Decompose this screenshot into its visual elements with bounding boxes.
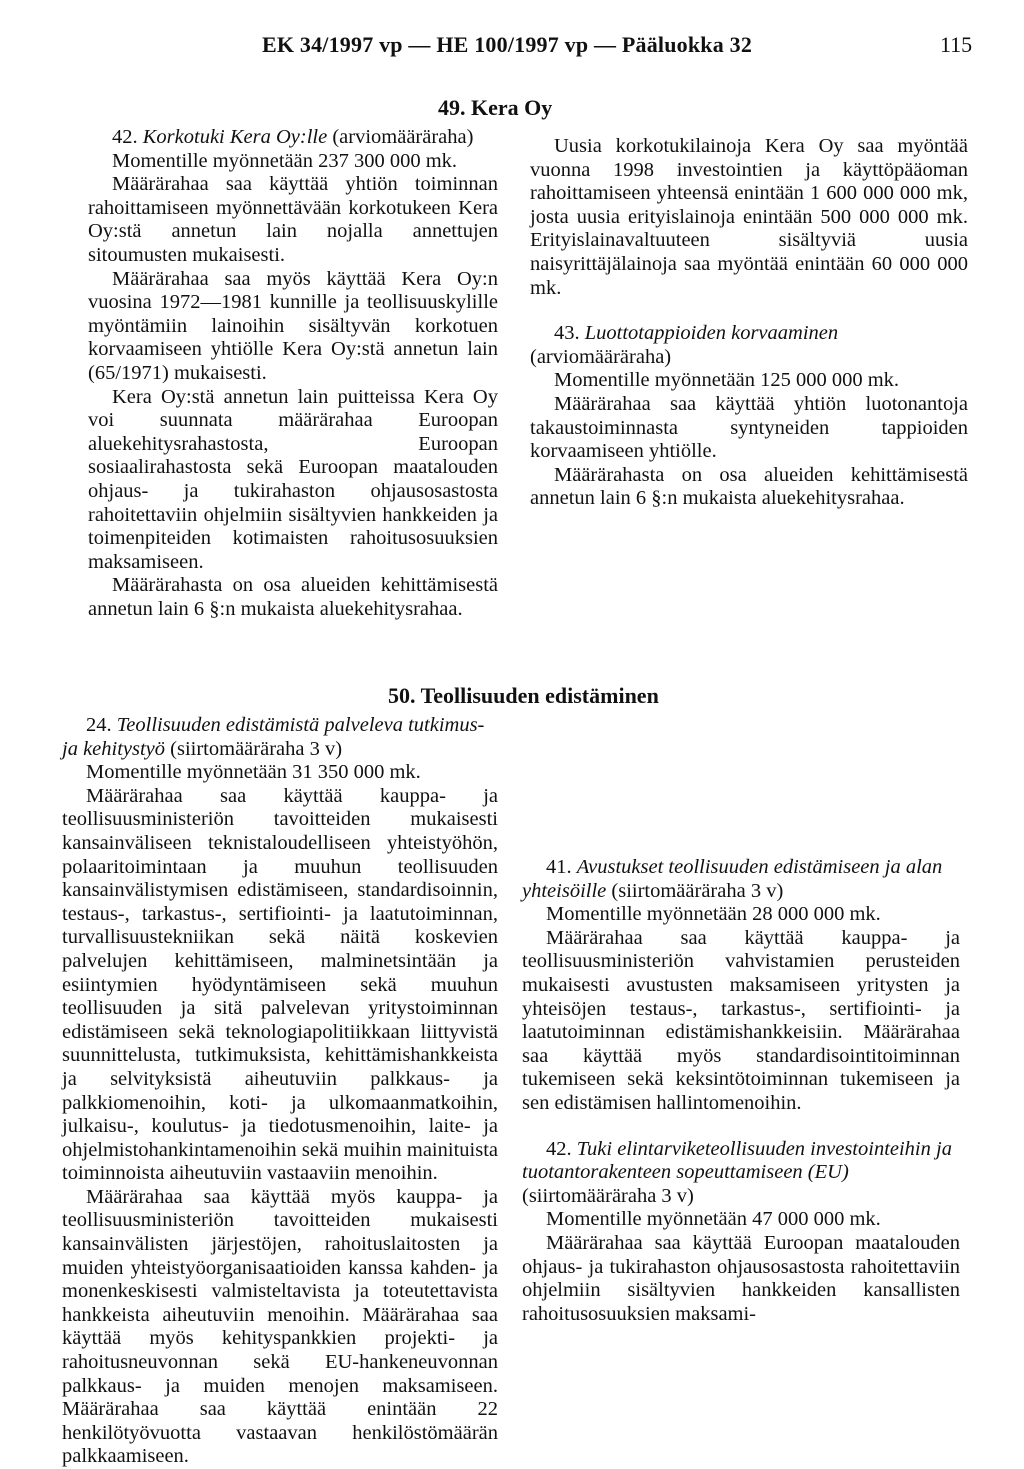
paragraph: Momentille myönnetään 31 350 000 mk. xyxy=(86,761,421,784)
paragraph: Momentille myönnetään 125 000 000 mk. xyxy=(554,369,900,392)
running-header xyxy=(0,32,1024,66)
item-24-heading xyxy=(62,714,498,761)
paragraph: Määrärahaa saa käyttää myös kauppa- ja teollisuusministeriön tavoitteiden mukaisesti kansainvälisten järjestöjen, rahoituslaitosten ja muiden yhteistyöorganisaatioiden kanssa kahden- ja monenkeskisesti valmisteltavista ja toteutettavista hankkeista aiheutuviin menoihin. Määrärahaa saa käyttää myös kehityspankkien projekti- ja rahoitusneuvonnan sekä EU-hankeneuvonnan palkkaus- ja muiden menojen maksamiseen. Määrärahaa saa käyttää enintään 22 henkilötyövuotta vastaavan henkilöstömäärän palkkaamiseen. xyxy=(62,1185,498,1468)
item-42-heading xyxy=(522,1138,960,1209)
item-41-heading xyxy=(522,856,960,903)
item-type: (arviomääräraha) xyxy=(530,345,672,368)
paragraph: Uusia korkotukilainoja Kera Oy saa myöntää vuonna 1998 investointien ja käyttöpääoman rahoittamiseen yhteensä enintään 1 600 000 000 mk, josta uusia erityislainoja enintään 500 000 000 mk. Erityislainavaltuuteen sisältyviä uusia naisyrittäjälainoja saa myöntää enintään 60 000 000 mk. xyxy=(530,135,968,299)
item-type: (siirtomääräraha 3 v) xyxy=(522,1184,694,1207)
paragraph: Määrärahaa saa käyttää kauppa- ja teollisuusministeriön vahvistamien perusteiden mukaisesti avustusten maksamiseen yritysten ja yhteisöjen testaus-, tarkastus-, sertifiointi- ja laatutoiminnan edistämishankkeisiin. Määrärahaa saa käyttää myös standardisointitoiminnan tukemiseen sekä keksintötoiminnan tukemiseen ja sen edistämisen hallintomenoihin. xyxy=(522,926,960,1114)
item-type: (siirtomääräraha 3 v) xyxy=(170,737,343,760)
item-number: 43. xyxy=(554,322,580,345)
item-number: 41. xyxy=(546,856,572,878)
item-number: 24. xyxy=(86,714,112,736)
paragraph: Määrärahaa saa käyttää yhtiön luotonantoja takaustoiminnasta syntyneiden tappioiden korvaamiseen yhtiölle. xyxy=(530,392,968,463)
paragraph: Määrärahasta on osa alueiden kehittämisestä annetun lain 6 §:n mukaista aluekehitysrahaa. xyxy=(88,574,498,620)
section-49-title: 49. Kera Oy xyxy=(438,95,553,120)
section-50-title: 50. Teollisuuden edistäminen xyxy=(388,683,659,708)
page-number: 115 xyxy=(940,32,973,57)
paragraph: Määrärahaa saa käyttää yhtiön toiminnan rahoittamiseen myönnettävään korkotukeen Kera Oy:stä annetun lain nojalla annettujen sitoumusten mukaisesti. xyxy=(88,173,498,266)
paragraph: Määrärahaa saa käyttää kauppa- ja teollisuusministeriön tavoitteiden mukaisesti kansainväliseen teknistaloudelliseen yhteistyöhön, polaaritoimintaan ja muuhun teollisuuden kansainvälistymisen edistämiseen, standardisoinnin, testaus-, tarkastus-, sertifiointi- ja laatutoiminnan, turvallisuustekniikan sekä näitä koskevien palvelujen kehittämiseen, malminetsintään ja esiintymien hyödyntämiseen sekä muuhun teollisuuden ja sitä palvelevan yritystoiminnan edistämiseen sekä teknologiapolitiikkaan liittyvistä suunnittelusta, tutkimuksista, kehittämishankkeista ja selvityksistä aiheutuviin palkkaus- ja palkkiomenoihin, koti- ja ulkomaanmatkoihin, julkaisu-, koulutus- ja tiedotusmenoihin, laite- ja ohjelmistohankintamenoihin sekä muihin mainituista toiminnoista aiheutuviin vastaaviin menoihin. xyxy=(62,784,498,1185)
paragraph: Momentille myönnetään 237 300 000 mk. xyxy=(112,149,458,172)
paragraph: Määrärahaa saa käyttää Euroopan maatalouden ohjaus- ja tukirahaston ohjausosastosta rahoitettaviin ohjelmiin sisältyvien hankkeiden kansallisten rahoitusosuuksien maksami- xyxy=(522,1231,960,1325)
item-title: Korkotuki Kera Oy:lle xyxy=(142,126,328,148)
paragraph: Momentille myönnetään 47 000 000 mk. xyxy=(546,1208,881,1231)
item-43-heading xyxy=(530,322,968,369)
section-50-right-column xyxy=(522,856,960,1326)
paragraph: Kera Oy:stä annetun lain puitteissa Kera Oy voi suunnata määrärahaa Euroopan aluekehitysrahastosta, Euroopan sosiaalirahastosta sekä Euroopan maatalouden ohjaus- ja tukirahaston ohjausosastosta rahoitettaviin ohjelmiin sisältyvien hankkeiden ja toimenpiteiden kotimaisten rahoitusosuuksien maksamiseen. xyxy=(88,385,498,573)
paragraph: Määrärahaa saa myös käyttää Kera Oy:n vuosina 1972—1981 kunnille ja teollisuuskylille myöntämiin lainoihin sisältyvän korkotuen korvaamiseen yhtiölle Kera Oy:stä annetun lain (65/1971) mukaisesti. xyxy=(88,267,498,384)
item-title: Tuki elintarviketeollisuuden investointeihin ja tuotantorakenteen sopeuttamiseen (EU) xyxy=(522,1137,952,1184)
item-number: 42. xyxy=(546,1137,572,1160)
item-type: (siirtomääräraha 3 v) xyxy=(611,879,784,902)
section-49-right-column xyxy=(530,135,968,511)
item-42-heading xyxy=(88,126,498,150)
item-number: 42. xyxy=(112,126,138,148)
item-title: Avustukset teollisuuden edistämiseen ja alan yhteisöille xyxy=(522,856,943,902)
header-title: EK 34/1997 vp — HE 100/1997 vp — Pääluokka 32 xyxy=(262,32,753,57)
section-49-left-column xyxy=(88,126,498,621)
item-title: Teollisuuden edistämistä palveleva tutkimus- ja kehitystyö xyxy=(62,714,485,760)
paragraph: Määrärahasta on osa alueiden kehittämisestä annetun lain 6 §:n mukaista aluekehitysrahaa. xyxy=(530,463,968,510)
paragraph: Momentille myönnetään 28 000 000 mk. xyxy=(546,903,881,926)
item-title: Luottotappioiden korvaaminen xyxy=(584,322,839,345)
item-type: (arviomääräraha) xyxy=(332,126,474,148)
section-50-left-column xyxy=(62,714,498,1469)
